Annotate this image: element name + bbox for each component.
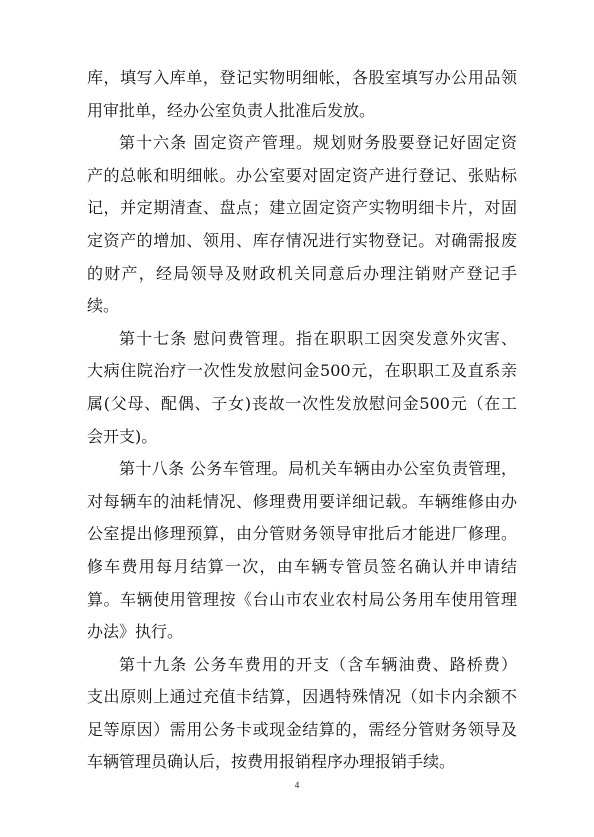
- text-line: 第十八条 公务车管理。局机关车辆由办公室负责管理，: [119, 459, 517, 479]
- text-line: 公室提出修理预算，由分管财务领导审批后才能进厂修理。: [87, 524, 517, 544]
- text-line: 定资产的增加、领用、库存情况进行实物登记。对确需报废: [87, 230, 517, 250]
- paragraph: [87, 127, 517, 323]
- text-line: 办法》执行。: [87, 622, 184, 642]
- page-number: 4: [294, 780, 300, 790]
- paragraph: [87, 453, 517, 649]
- text-line: 会开支)。: [87, 426, 158, 446]
- text-line: 第十六条 固定资产管理。规划财务股要登记好固定资: [119, 133, 517, 153]
- paragraph: [87, 62, 517, 127]
- text-line: 续。: [87, 296, 120, 316]
- text-line: 修车费用每月结算一次，由车辆专管员签名确认并申请结: [87, 556, 517, 576]
- text-line: 对每辆车的油耗情况、修理费用要详细记载。车辆维修由办: [87, 491, 517, 511]
- text-line: 足等原因）需用公务卡或现金结算的，需经分管财务领导及: [87, 719, 517, 739]
- text-line: 库，填写入库单，登记实物明细帐，各股室填写办公用品领: [87, 68, 517, 87]
- text-line: 产的总帐和明细帐。办公室要对固定资产进行登记、张贴标: [87, 165, 517, 185]
- text-line: 算。车辆使用管理按《台山市农业农村局公务用车使用管理: [87, 589, 517, 609]
- paragraph: [87, 323, 517, 453]
- document-body: [87, 62, 517, 779]
- text-line: 大病住院治疗一次性发放慰问金500元，在职职工及直系亲: [87, 361, 517, 381]
- text-line: 第十九条 公务车费用的开支（含车辆油费、路桥费）: [119, 654, 517, 674]
- text-line: 属(父母、配偶、子女)丧故一次性发放慰问金500元（在工: [87, 393, 517, 413]
- text-line: 的财产，经局领导及财政机关同意后办理注销财产登记手: [87, 263, 517, 283]
- text-line: 车辆管理员确认后，按费用报销程序办理报销手续。: [87, 752, 456, 772]
- text-line: 支出原则上通过充值卡结算，因遇特殊情况（如卡内余额不: [87, 687, 517, 707]
- text-line: 用审批单，经办公室负责人批准后发放。: [87, 100, 376, 120]
- text-line: 第十七条 慰问费管理。指在职职工因突发意外灾害、: [119, 328, 517, 348]
- text-line: 记，并定期清查、盘点；建立固定资产实物明细卡片，对固: [87, 198, 517, 218]
- paragraph: [87, 649, 517, 779]
